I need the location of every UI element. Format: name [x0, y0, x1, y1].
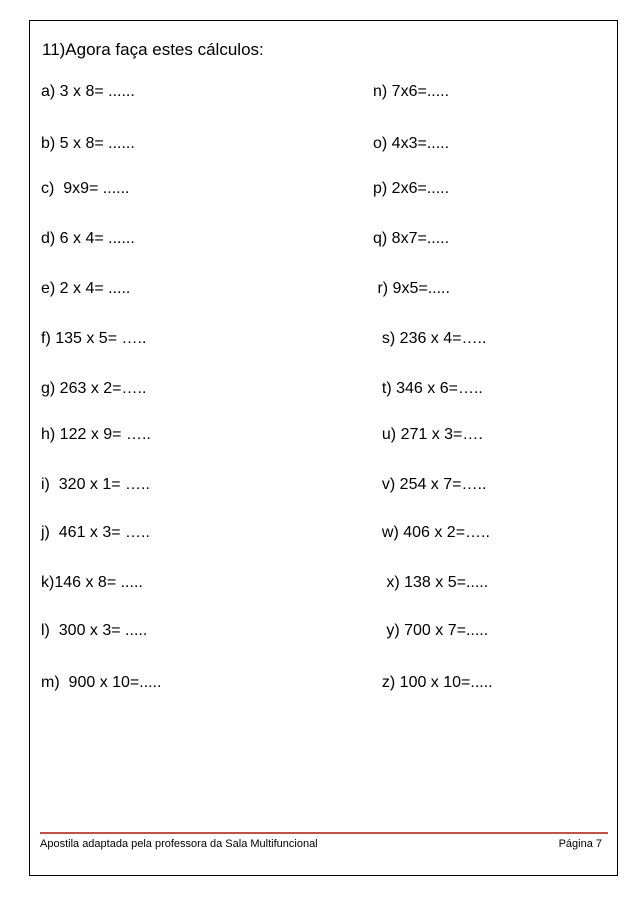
exercise-item-a: a) 3 x 8= ......	[41, 83, 135, 100]
exercise-item-l: l) 300 x 3= .....	[41, 622, 148, 639]
exercise-item-d: d) 6 x 4= ......	[41, 230, 135, 247]
exercise-item-k: k)146 x 8= .....	[41, 574, 143, 591]
exercise-item-o: o) 4x3=.....	[373, 135, 450, 152]
page-number: Página 7	[558, 838, 602, 850]
exercise-item-u: u) 271 x 3=….	[373, 426, 483, 443]
exercise-title: 11)Agora faça estes cálculos:	[42, 40, 264, 59]
exercise-item-y: y) 700 x 7=.....	[373, 622, 489, 639]
footer-divider	[40, 832, 608, 834]
exercise-item-b: b) 5 x 8= ......	[41, 135, 135, 152]
exercise-item-t: t) 346 x 6=…..	[373, 380, 483, 397]
exercise-item-g: g) 263 x 2=…..	[41, 380, 147, 397]
exercise-item-w: w) 406 x 2=…..	[373, 524, 490, 541]
exercise-item-x: x) 138 x 5=.....	[373, 574, 489, 591]
exercise-item-h: h) 122 x 9= …..	[41, 426, 151, 443]
exercise-item-p: p) 2x6=.....	[373, 180, 450, 197]
exercise-item-c: c) 9x9= ......	[41, 180, 130, 197]
exercise-item-r: r) 9x5=.....	[373, 280, 450, 297]
exercise-item-s: s) 236 x 4=…..	[373, 330, 487, 347]
exercise-item-m: m) 900 x 10=.....	[41, 674, 162, 691]
exercise-item-j: j) 461 x 3= …..	[41, 524, 150, 541]
exercise-item-i: i) 320 x 1= …..	[41, 476, 150, 493]
exercise-item-f: f) 135 x 5= …..	[41, 330, 147, 347]
exercise-item-z: z) 100 x 10=.....	[373, 674, 493, 691]
exercise-item-v: v) 254 x 7=…..	[373, 476, 487, 493]
exercise-item-e: e) 2 x 4= .....	[41, 280, 131, 297]
exercise-item-q: q) 8x7=.....	[373, 230, 450, 247]
exercise-item-n: n) 7x6=.....	[373, 83, 450, 100]
footer-credit: Apostila adaptada pela professora da Sala Multifuncional	[40, 838, 318, 850]
